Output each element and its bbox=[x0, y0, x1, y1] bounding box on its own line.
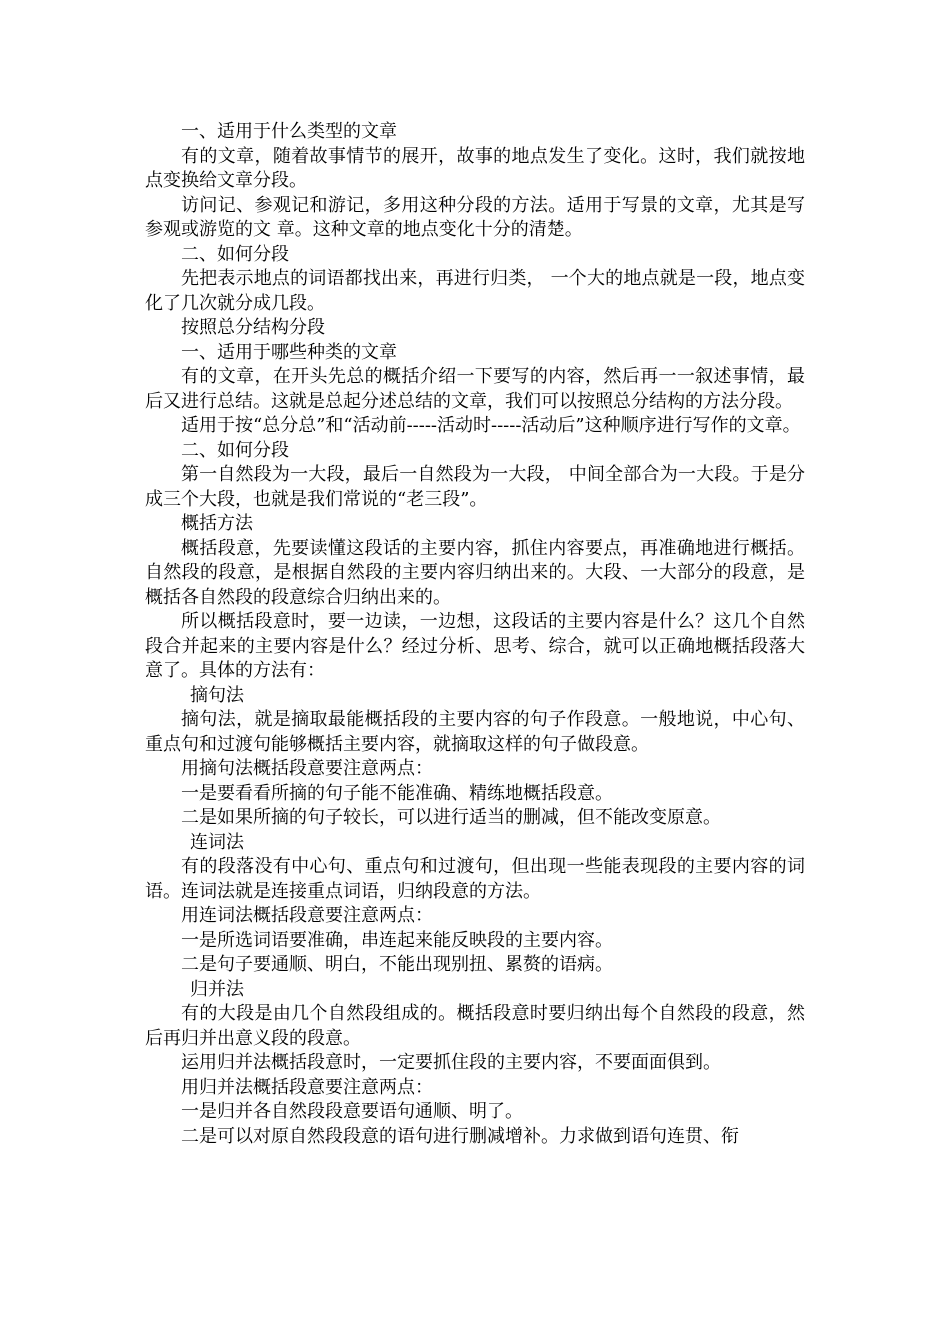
paragraph: 有的文章，在开头先总的概括介绍一下要写的内容，然后再一一叙述事情，最后又进行总结。这就是总起分述总结的文章，我们可以按照总分结构的方法分段。 bbox=[145, 366, 805, 412]
heading: 一、适用于什么类型的文章 bbox=[181, 121, 397, 142]
paragraph: 二是如果所摘的句子较长，可以进行适当的删减，但不能改变原意。 bbox=[181, 807, 721, 828]
paragraph: 适用于按“总分总”和“活动前-----活动时-----活动后”这种顺序进行写作的文章。 bbox=[181, 415, 801, 436]
paragraph: 用连词法概括段意要注意两点： bbox=[181, 905, 433, 926]
paragraph: 一是归并各自然段段意要语句通顺、明了。 bbox=[181, 1101, 523, 1122]
paragraph: 所以概括段意时，要一边读，一边想，这段话的主要内容是什么？这几个自然段合并起来的主要内容是什么？经过分析、思考、综合，就可以正确地概括段落大意了。具体的方法有： bbox=[145, 611, 805, 681]
paragraph: 先把表示地点的词语都找出来，再进行归类， 一个大的地点就是一段，地点变化了几次就分成几段。 bbox=[145, 268, 805, 314]
paragraph: 一是要看看所摘的句子能不能准确、精练地概括段意。 bbox=[181, 782, 613, 804]
section-title: 概括方法 bbox=[181, 513, 253, 534]
paragraph: 一是所选词语要准确，串连起来能反映段的主要内容。 bbox=[181, 929, 613, 951]
paragraph: 有的文章，随着故事情节的展开，故事的地点发生了变化。这时，我们就按地点变换给文章分段。 bbox=[145, 145, 805, 191]
paragraph: 摘句法，就是摘取最能概括段的主要内容的句子作段意。一般地说，中心句、重点句和过渡句能够概括主要内容，就摘取这样的句子做段意。 bbox=[145, 709, 805, 755]
paragraph: 有的大段是由几个自然段组成的。概括段意时要归纳出每个自然段的段意，然后再归并出意义段的段意。 bbox=[145, 1003, 805, 1049]
heading: 二、如何分段 bbox=[181, 243, 289, 265]
paragraph: 概括段意，先要读懂这段话的主要内容，抓住内容要点，再准确地进行概括。自然段的段意，是根据自然段的主要内容归纳出来的。大段、一大部分的段意，是概括各自然段的段意综合归纳出来的。 bbox=[145, 537, 805, 608]
method-title: 摘句法 bbox=[190, 684, 244, 706]
paragraph: 二是可以对原自然段段意的语句进行删减增补。力求做到语句连贯、衔 bbox=[181, 1125, 739, 1147]
section-title: 按照总分结构分段 bbox=[181, 317, 325, 338]
heading: 一、适用于哪些种类的文章 bbox=[181, 341, 397, 363]
document-body bbox=[145, 120, 805, 1149]
method-title: 连词法 bbox=[190, 831, 244, 853]
paragraph: 访问记、参观记和游记，多用这种分段的方法。适用于写景的文章，尤其是写参观或游览的文 章。这种文章的地点变化十分的清楚。 bbox=[145, 194, 805, 240]
paragraph: 运用归并法概括段意时，一定要抓住段的主要内容，不要面面俱到。 bbox=[181, 1052, 721, 1073]
heading: 二、如何分段 bbox=[181, 439, 289, 461]
paragraph: 用归并法概括段意要注意两点： bbox=[181, 1076, 433, 1098]
paragraph: 二是句子要通顺、明白，不能出现别扭、累赘的语病。 bbox=[181, 954, 613, 975]
paragraph: 用摘句法概括段意要注意两点： bbox=[181, 758, 433, 779]
paragraph: 第一自然段为一大段，最后一自然段为一大段， 中间全部合为一大段。于是分成三个大段，也就是我们常说的“老三段”。 bbox=[145, 464, 805, 510]
paragraph: 有的段落没有中心句、重点句和过渡句，但出现一些能表现段的主要内容的词语。连词法就是连接重点词语，归纳段意的方法。 bbox=[145, 856, 805, 902]
method-title: 归并法 bbox=[190, 978, 244, 1000]
